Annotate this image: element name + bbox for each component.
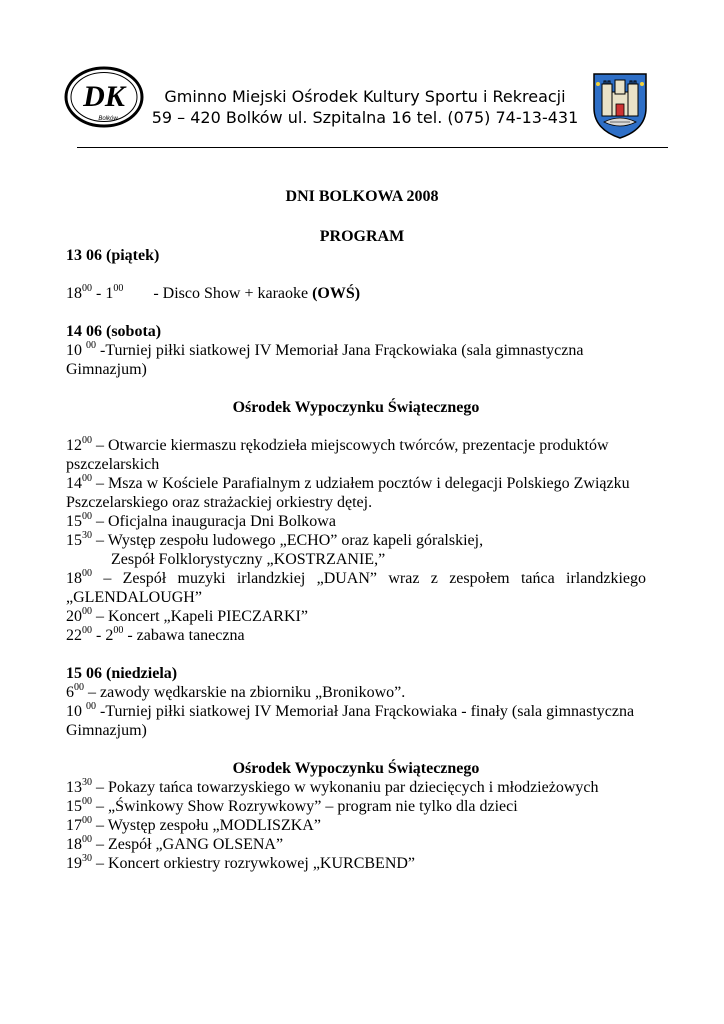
list-item: $6^{00}$ – zawody wędkarskie na zbiorniku „Bronikowo”.	[66, 681, 406, 701]
document-title: DNI BOLKOWA 2008	[285, 188, 439, 205]
list-item: $17^{00}$ – Występ zespołu „MODLISZKA”	[66, 814, 321, 834]
day-heading-saturday: 14 06 (sobota)	[66, 323, 162, 340]
list-item: 10 $^{00}$ -Turniej piłki siatkowej IV Memoriał Jana Frąckowiaka (sala gimnastyczna Gimnazjum)	[66, 339, 584, 378]
venue-heading: Ośrodek Wypoczynku Świątecznego	[232, 399, 480, 416]
day-heading-sunday: 15 06 (niedziela)	[66, 665, 178, 682]
program-content	[66, 246, 646, 873]
coat-of-arms-icon	[590, 70, 650, 140]
list-item: $15^{00}$ – „Świnkowy Show Rozrywkowy” – program nie tylko dla dzieci	[66, 795, 518, 815]
org-address: 59 – 420 Bolków ul. Szpitalna 16 tel. (075) 74-13-431	[151, 108, 579, 127]
day-heading-friday: 13 06 (piątek)	[66, 247, 160, 264]
list-item: $12^{00}$ – Otwarcie kiermaszu rękodzieła miejscowych twórców, prezentacje produktów pszczelarskich	[66, 434, 609, 473]
list-item: $15^{30}$ – Występ zespołu ludowego „ECHO” oraz kapeli góralskiej,	[66, 529, 484, 549]
list-item: $14^{00}$ – Msza w Kościele Parafialnym z udziałem pocztów i delegacji Polskiego Związku Pszczelarskiego oraz strażackiej orkiestry dętej.	[66, 472, 630, 511]
venue-heading: Ośrodek Wypoczynku Świątecznego	[232, 760, 480, 777]
list-item: $18^{00}$ – Zespół „GANG OLSENA”	[66, 833, 284, 853]
list-item: $19^{30}$ – Koncert orkiestry rozrywkowej „KURCBEND”	[66, 852, 416, 872]
list-item: 10 $^{00}$ -Turniej piłki siatkowej IV Memoriał Jana Frąckowiaka - finały (sala gimnastyczna Gimnazjum)	[66, 700, 635, 739]
organization-header	[150, 86, 580, 128]
list-item-continuation: Zespół Folklorystyczny „KOSTRZANIE,”	[111, 551, 386, 568]
list-item: $15^{00}$ – Oficjalna inauguracja Dni Bolkowa	[66, 510, 336, 530]
list-item: $20^{00}$ – Koncert „Kapeli PIECZARKI”	[66, 605, 308, 625]
org-name: Gminno Miejski Ośrodek Kultury Sportu i Rekreacji	[164, 87, 566, 106]
list-item: $18^{00} - 1^{00}$ - Disco Show + karaoke (OWŚ)	[66, 282, 361, 302]
program-heading: PROGRAM	[319, 228, 405, 245]
logo-text: DK	[83, 80, 125, 113]
list-item: $13^{30}$ – Pokazy tańca towarzyskiego w wykonaniu par dziecięcych i młodzieżowych	[66, 776, 599, 796]
header-divider	[77, 147, 668, 148]
logo-subtext: Bolków	[98, 116, 118, 122]
list-item: $18^{00}$ – Zespół muzyki irlandzkiej „DUAN” wraz z zespołem tańca irlandzkiego „GLENDALOUGH”	[66, 567, 646, 606]
list-item: $22^{00} - 2^{00}$ - zabawa taneczna	[66, 624, 245, 644]
dk-logo	[64, 66, 144, 128]
